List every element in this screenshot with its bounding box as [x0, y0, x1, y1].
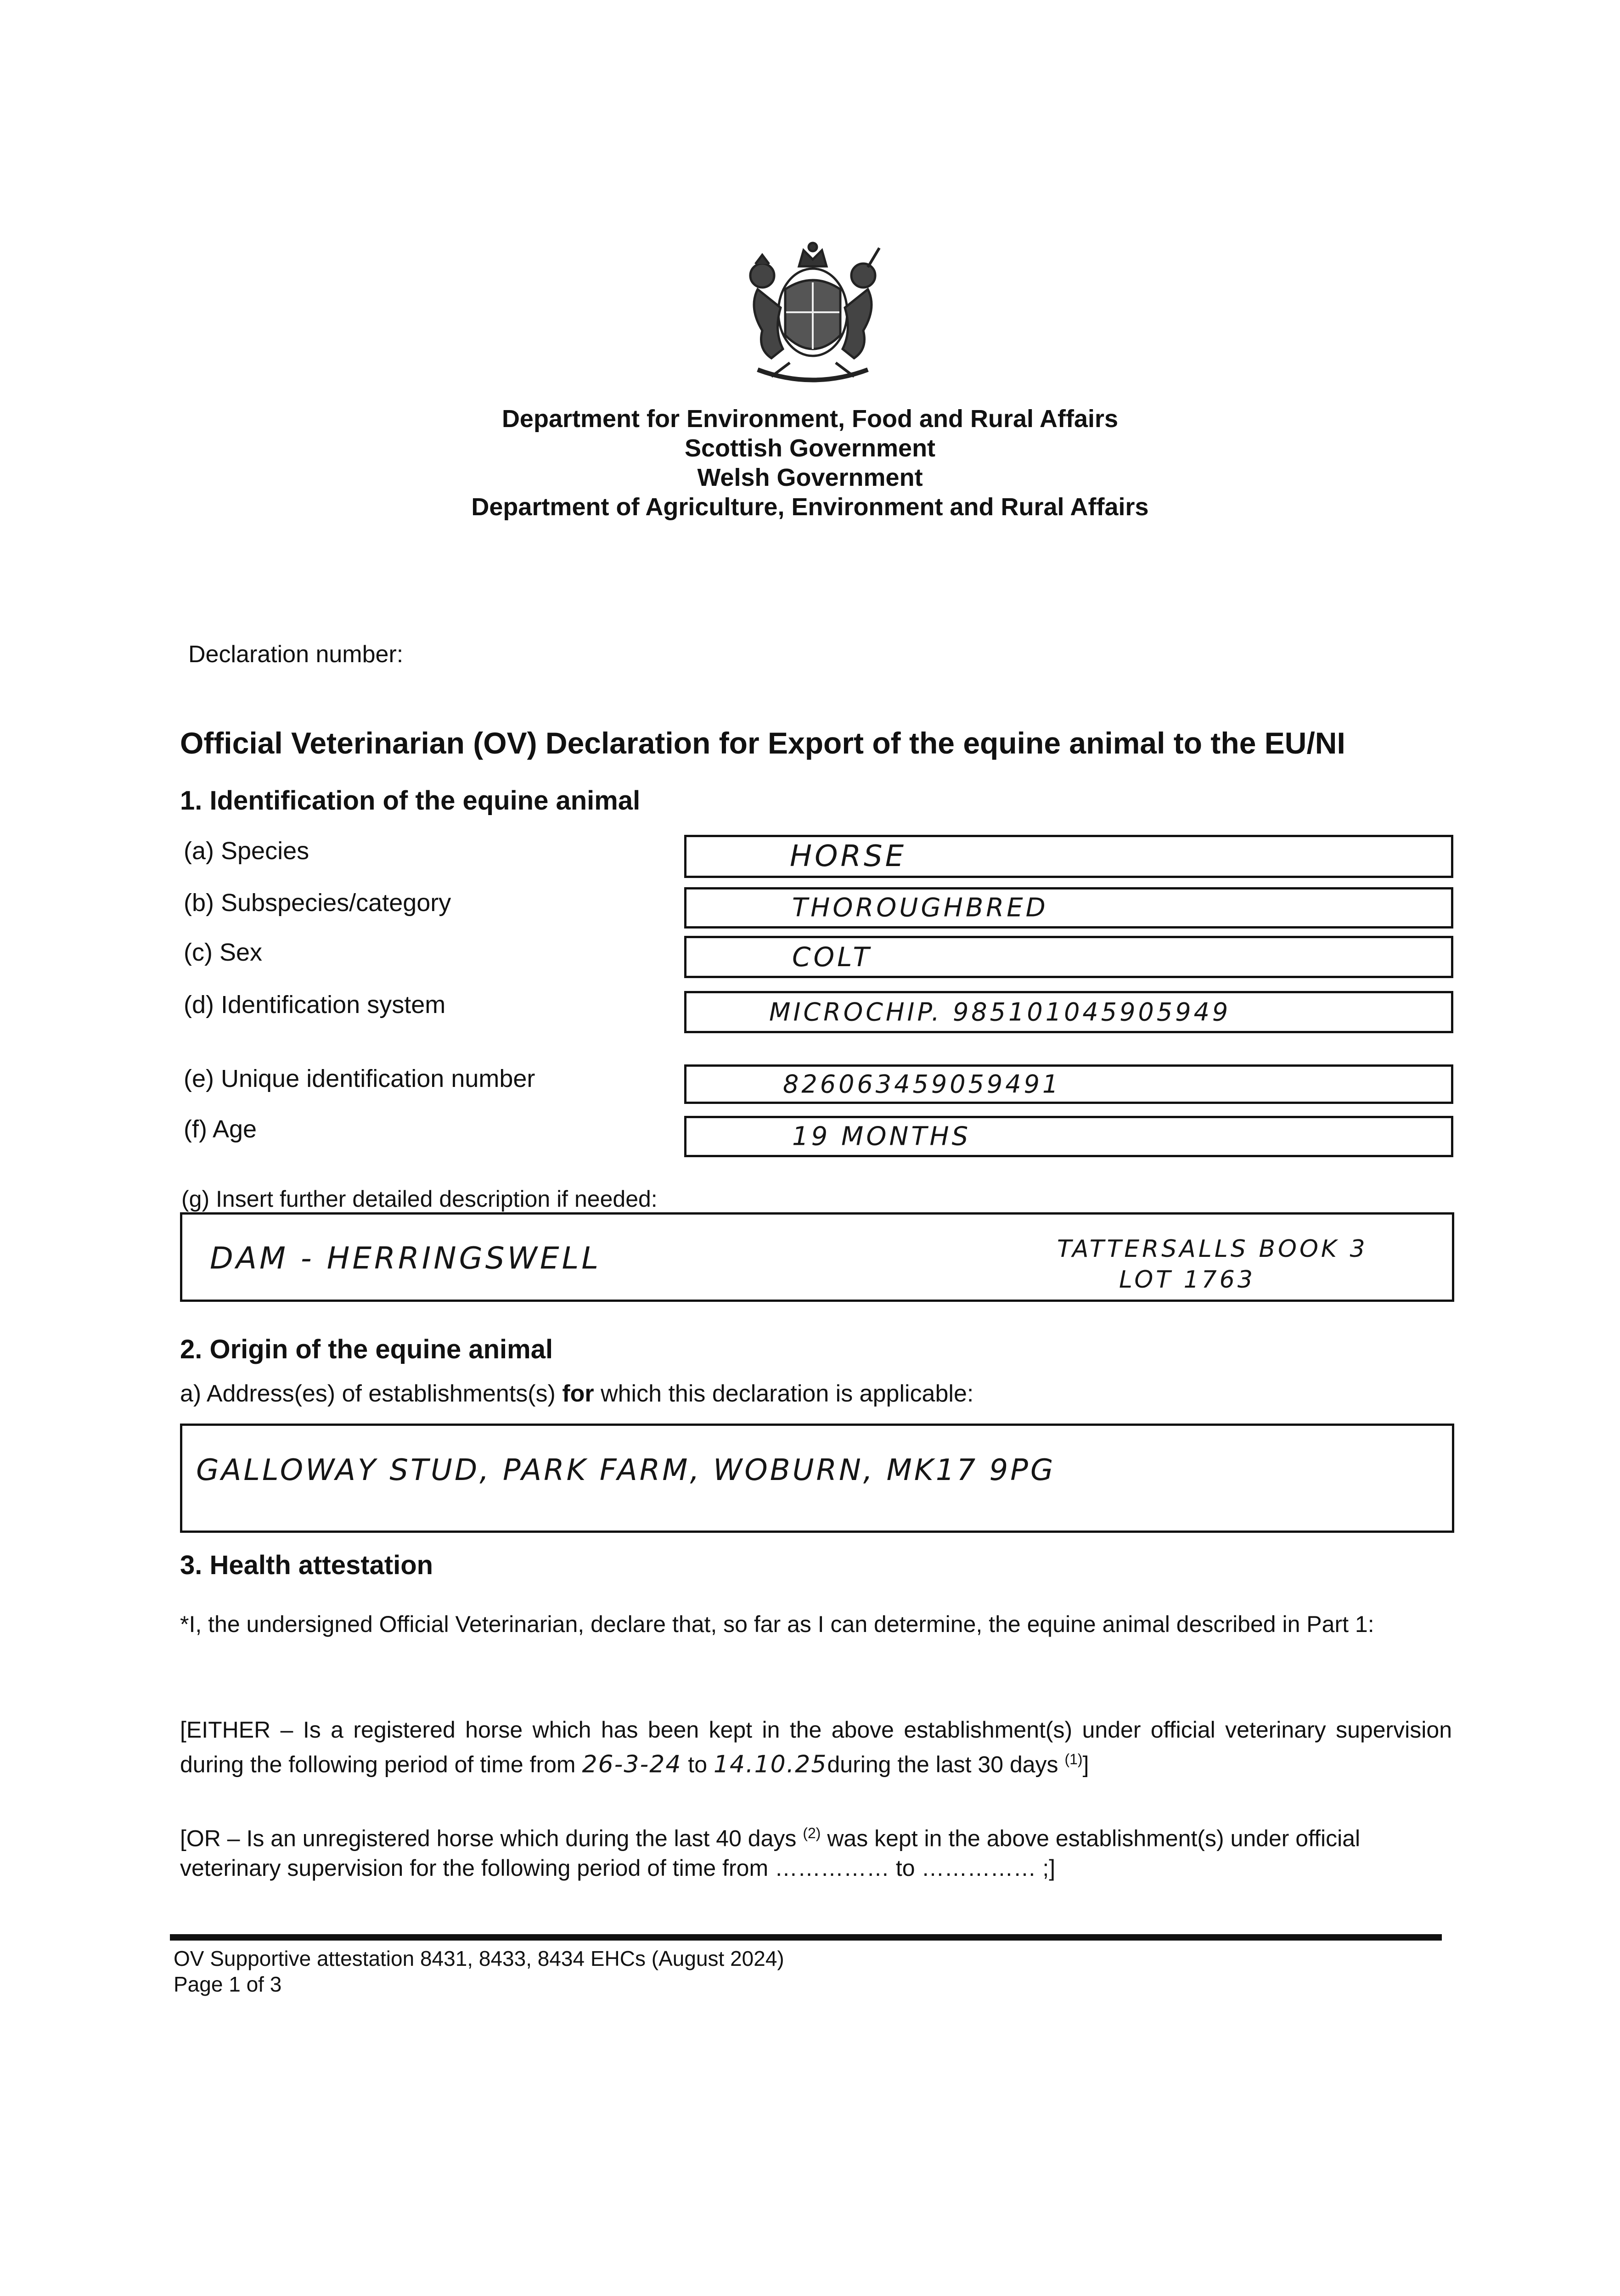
either-to-word: to: [681, 1751, 714, 1778]
unique-id-field[interactable]: [684, 1064, 1453, 1104]
section3-heading: 3. Health attestation: [180, 1550, 433, 1580]
footer-divider: [170, 1934, 1442, 1941]
either-text: [EITHER – Is a registered horse which has been kept in the above establishment(s) under official veterinary supervision during the following period of time from: [180, 1717, 1452, 1778]
section2-heading: 2. Origin of the equine animal: [180, 1334, 553, 1364]
health-intro: *I, the undersigned Official Veterinarian, declare that, so far as I can determine, the equine animal described in Part 1:: [180, 1611, 1374, 1637]
footnote-ref: (2): [803, 1825, 821, 1841]
footer-line2: Page 1 of 3: [174, 1972, 282, 1996]
sex-value: COLT: [792, 941, 872, 973]
sex-label: (c) Sex: [184, 939, 263, 966]
page-title: Official Veterinarian (OV) Declaration for Export of the equine animal to the EU/NI: [180, 726, 1345, 760]
declaration-number-label: Declaration number:: [188, 641, 404, 668]
address-label: [180, 1380, 973, 1407]
species-field[interactable]: [684, 835, 1453, 878]
age-label: (f) Age: [184, 1115, 257, 1143]
further-description-right-line1: TATTERSALLS BOOK 3: [1057, 1235, 1368, 1263]
department-line: Scottish Government: [684, 434, 936, 462]
address-label-part: a) Address(es) of establishments(s): [180, 1380, 562, 1407]
address-value: GALLOWAY STUD, PARK FARM, WOBURN, MK17 9PG: [196, 1453, 1056, 1487]
department-line: Department for Environment, Food and Rural Affairs: [501, 405, 1119, 433]
either-from-date: 26-3-24: [582, 1750, 682, 1778]
further-description-label: (g) Insert further detailed description if needed:: [181, 1186, 658, 1212]
or-text: was kept in the above establishment(s) under official veterinary supervision for the following period of time from …………… to …………… ;]: [180, 1825, 1361, 1881]
identification-system-value: MICROCHIP. 985101045905949: [769, 997, 1231, 1027]
sex-field[interactable]: [684, 936, 1453, 978]
subspecies-value: THOROUGHBRED: [792, 893, 1048, 923]
species-label: (a) Species: [184, 837, 309, 865]
age-value: 19 MONTHS: [792, 1121, 971, 1152]
species-value: HORSE: [790, 839, 907, 873]
either-text: ]: [1082, 1751, 1089, 1778]
or-clause: [180, 1818, 1452, 1883]
unique-id-value: 826063459059491: [783, 1069, 1061, 1099]
department-names: [0, 404, 1620, 522]
address-field[interactable]: [180, 1424, 1454, 1533]
age-field[interactable]: [684, 1116, 1453, 1157]
either-text: during the last 30 days: [827, 1751, 1065, 1778]
royal-coat-of-arms-icon: [730, 239, 895, 395]
subspecies-label: (b) Subspecies/category: [184, 889, 451, 917]
either-to-date: 14.10.25: [713, 1750, 827, 1778]
section1-heading: 1. Identification of the equine animal: [180, 786, 641, 816]
further-description-right-line2: LOT 1763: [1119, 1266, 1255, 1294]
footnote-ref: (1): [1064, 1751, 1083, 1767]
department-line: Welsh Government: [697, 464, 923, 491]
or-text: [OR – Is an unregistered horse which during the last 40 days: [180, 1825, 803, 1851]
address-label-part: which this declaration is applicable:: [594, 1380, 974, 1407]
either-clause: [180, 1715, 1452, 1779]
identification-system-field[interactable]: [684, 991, 1453, 1033]
further-description-left: DAM - HERRINGSWELL: [210, 1240, 602, 1276]
department-line: Department of Agriculture, Environment and Rural Affairs: [471, 493, 1149, 521]
further-description-field[interactable]: [180, 1212, 1454, 1302]
identification-system-label: (d) Identification system: [184, 991, 446, 1019]
address-label-bold: for: [562, 1380, 594, 1407]
unique-id-label: (e) Unique identification number: [184, 1065, 535, 1092]
footer-line1: OV Supportive attestation 8431, 8433, 8434 EHCs (August 2024): [174, 1947, 784, 1970]
subspecies-field[interactable]: [684, 887, 1453, 929]
